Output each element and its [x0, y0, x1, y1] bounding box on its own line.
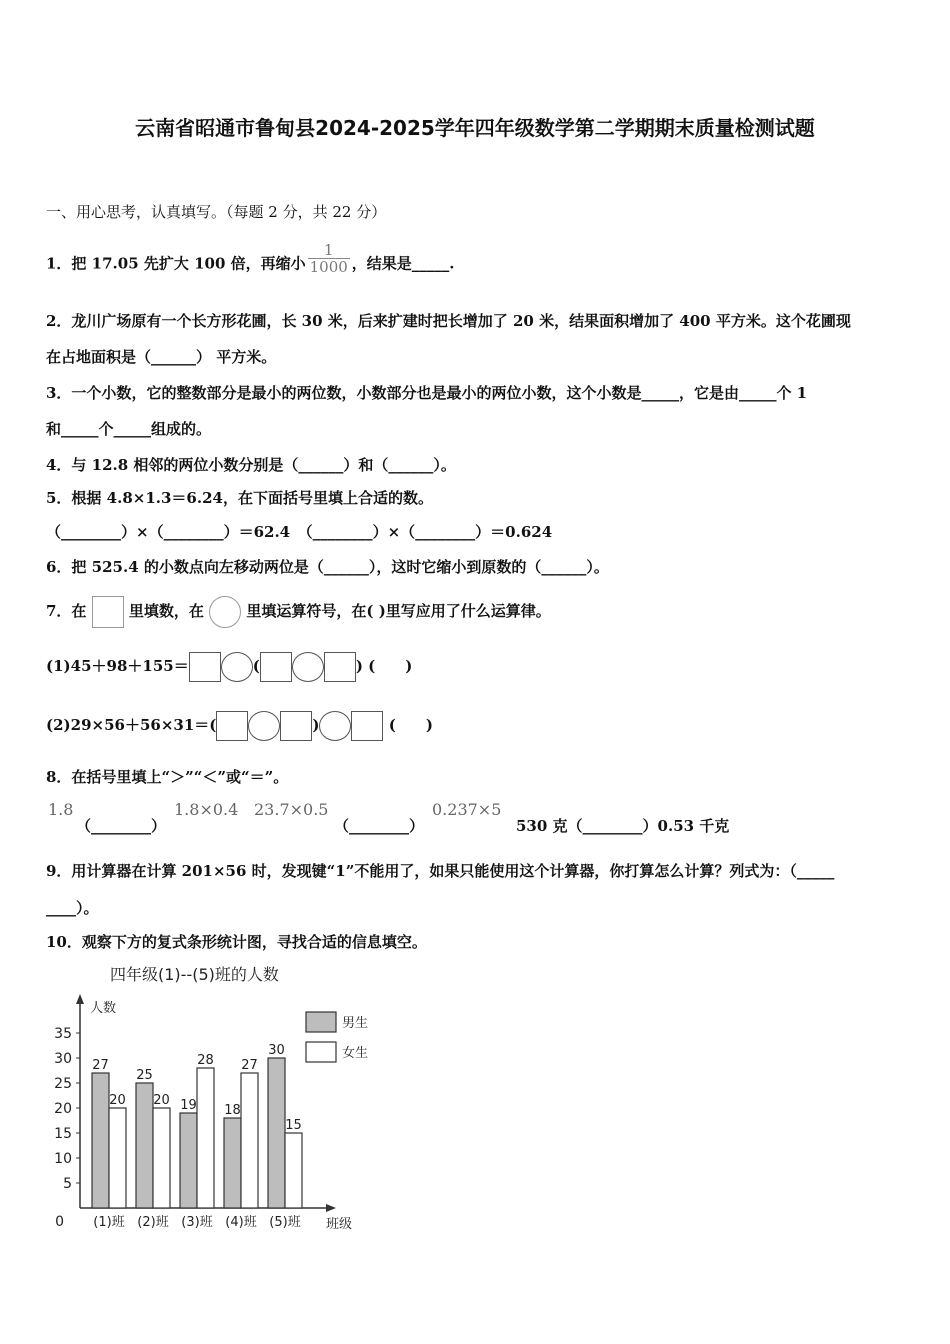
category-label: (3)班: [181, 1215, 213, 1230]
chart-title: 四年级(1)--(5)班的人数: [110, 965, 279, 984]
bar-女生: [241, 1073, 258, 1208]
bar-value-label: 30: [268, 1043, 285, 1058]
q7-text-c: 里填运算符号，在( )里写应用了什么运算律。: [246, 602, 551, 620]
category-label: (4)班: [225, 1215, 257, 1230]
bar-value-label: 19: [180, 1098, 197, 1113]
question-9-line2: ____）。: [46, 899, 99, 917]
question-7: [46, 596, 551, 628]
bar-女生: [153, 1108, 170, 1208]
bar-男生: [92, 1073, 109, 1208]
law-answer-parens[interactable]: ( ): [388, 716, 433, 734]
question-9-line1: 9．用计算器在计算 201×56 时，发现键“1”不能用了，如果只能使用这个计算器，你打算怎么计算？列式为：（_____: [46, 862, 835, 880]
bar-男生: [224, 1118, 241, 1208]
question-10: 10．观察下方的复式条形统计图，寻找合适的信息填空。: [46, 933, 427, 951]
question-1: [46, 241, 455, 281]
bar-value-label: 27: [92, 1058, 109, 1073]
bar-value-label: 28: [197, 1053, 214, 1068]
law-answer-parens[interactable]: ( ): [368, 657, 413, 675]
bar-女生: [197, 1068, 214, 1208]
page-title: 云南省昭通市鲁甸县2024-2025学年四年级数学第二学期期末质量检测试题: [135, 116, 815, 140]
y-tick-label: 30: [54, 1051, 72, 1067]
legend-swatch: [306, 1012, 336, 1032]
y-axis-label: 人数: [90, 1001, 117, 1016]
y-tick-label: 25: [54, 1076, 72, 1092]
bar-value-label: 20: [153, 1093, 170, 1108]
question-7-part2: [46, 711, 433, 741]
y-tick-label: 0: [55, 1214, 64, 1230]
bar-value-label: 20: [109, 1093, 126, 1108]
bar-男生: [180, 1113, 197, 1208]
bar-value-label: 15: [285, 1118, 302, 1133]
bar-value-label: 25: [136, 1068, 153, 1083]
operator-circle[interactable]: [319, 711, 351, 741]
y-tick-label: 15: [54, 1126, 72, 1142]
legend-label: 女生: [342, 1046, 369, 1061]
question-5-line1: 5．根据 4.8×1.3＝6.24，在下面括号里填上合适的数。: [46, 489, 433, 507]
x-axis-label: 班级: [326, 1217, 353, 1232]
fraction: [308, 242, 350, 275]
square-box-icon: [92, 596, 124, 628]
answer-square[interactable]: [351, 711, 383, 741]
answer-square[interactable]: [189, 652, 221, 682]
fraction-denominator: 1000: [309, 258, 348, 276]
y-tick-label: 5: [63, 1176, 72, 1192]
question-3-line1: 3．一个小数，它的整数部分是最小的两位数，小数部分也是最小的两位小数，这个小数是_____，它是由_____个 1: [46, 384, 808, 402]
bar-value-label: 27: [241, 1058, 258, 1073]
q1-tail: ，结果是_____.: [351, 254, 455, 273]
y-tick-label: 20: [54, 1101, 72, 1117]
y-tick-label: 10: [54, 1151, 72, 1167]
q7-part2-text: (2)29×56＋56×31＝(: [46, 716, 217, 734]
question-8-heading: 8．在括号里填上“＞”“＜”或“＝”。: [46, 768, 289, 786]
bar-女生: [109, 1108, 126, 1208]
operator-circle[interactable]: [292, 652, 324, 682]
right-paren: ): [355, 657, 363, 675]
answer-square[interactable]: [280, 711, 312, 741]
compare-a: 1.8: [48, 800, 74, 819]
operator-circle[interactable]: [248, 711, 280, 741]
q7-text-a: 7．在: [46, 602, 87, 620]
bar-chart: [40, 960, 400, 1240]
section-heading: 一、用心思考，认真填写。（每题 2 分，共 22 分）: [46, 203, 387, 221]
fraction-numerator: 1: [323, 241, 334, 259]
bar-男生: [136, 1083, 153, 1208]
question-5-line2: （________）×（________）＝62.4 （________）×（________）＝0.624: [46, 523, 553, 541]
q1-text: 1．把 17.05 先扩大 100 倍，再缩小: [46, 254, 306, 273]
answer-square[interactable]: [216, 711, 248, 741]
legend-swatch: [306, 1042, 336, 1062]
q7-text-b: 里填数，在: [128, 602, 204, 620]
question-2-line2: 在占地面积是（______） 平方米。: [46, 348, 277, 366]
bar-value-label: 18: [224, 1103, 241, 1118]
y-tick-label: 35: [54, 1026, 72, 1042]
compare-e: 530 克（________）0.53 千克: [516, 817, 730, 835]
category-label: (5)班: [269, 1215, 301, 1230]
compare-blank-1[interactable]: （________）: [76, 817, 167, 835]
question-3-line2: 和_____个_____组成的。: [46, 420, 212, 438]
question-2-line1: 2．龙川广场原有一个长方形花圃，长 30 米，后来扩建时把长增加了 20 米，结果面积增加了 400 平方米。这个花圃现: [46, 312, 851, 330]
legend-label: 男生: [342, 1016, 369, 1031]
category-label: (2)班: [137, 1215, 169, 1230]
compare-d: 0.237×5: [432, 800, 502, 819]
left-paren: (: [252, 657, 260, 675]
answer-square[interactable]: [324, 652, 356, 682]
compare-blank-2[interactable]: （________）: [334, 817, 425, 835]
x-axis-arrow: [326, 1204, 336, 1212]
compare-b: 1.8×0.4: [174, 800, 239, 819]
answer-square[interactable]: [260, 652, 292, 682]
right-paren: ): [312, 716, 320, 734]
q7-part1-text: (1)45＋98＋155＝: [46, 657, 189, 675]
y-axis-arrow: [76, 994, 84, 1004]
circle-box-icon: [209, 596, 241, 628]
operator-circle[interactable]: [221, 652, 253, 682]
question-7-part1: [46, 652, 412, 682]
bar-男生: [268, 1058, 285, 1208]
question-6: 6．把 525.4 的小数点向左移动两位是（______），这时它缩小到原数的（______）。: [46, 558, 609, 576]
compare-c: 23.7×0.5: [254, 800, 329, 819]
category-label: (1)班: [93, 1215, 125, 1230]
question-4: 4．与 12.8 相邻的两位小数分别是（______）和（______）。: [46, 456, 456, 474]
bar-女生: [285, 1133, 302, 1208]
